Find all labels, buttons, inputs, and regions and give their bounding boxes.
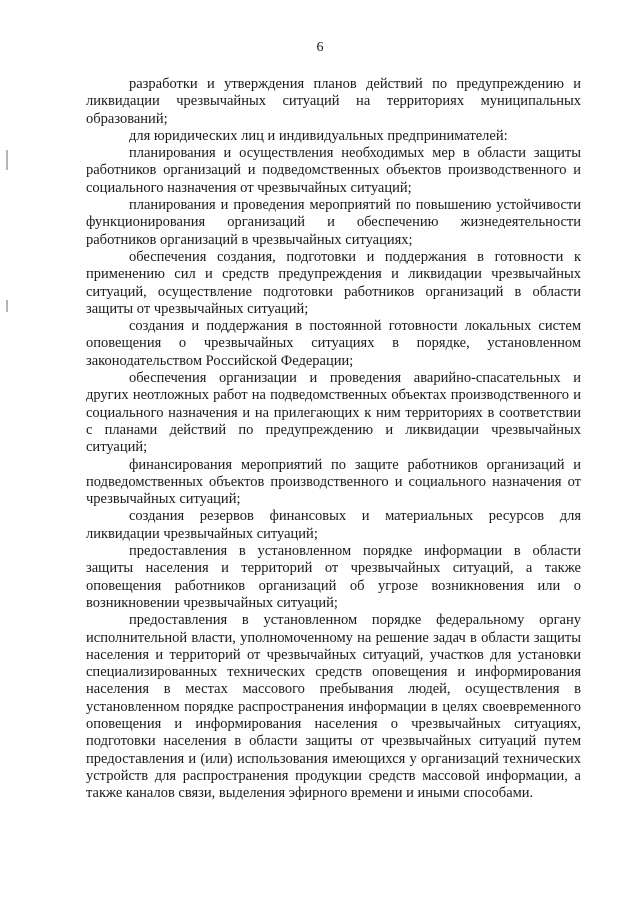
paragraph: предоставления в установленном порядке федеральному органу исполнительной власти, уполномоченному на решение задач в области защиты населения и территорий от чрезвычайных ситуаций, участков для установки специализированных технических средств оповещения и информирования населения в местах массового пребывания людей, осуществления в установленном порядке распространения информации в целях своевременного оповещения и информирования населения о чрезвычайных ситуациях, подготовки населения в области защиты от чрезвычайных ситуаций путем предоставления и (или) использования имеющихся у организаций технических устройств для распространения продукции средств массовой информации, а также каналов связи, выделения эфирного времени и иными способами. [86,612,581,802]
paragraph: для юридических лиц и индивидуальных предпринимателей: [129,127,508,144]
paragraph: планирования и осуществления необходимых мер в области защиты работников организаций и подведомственных объектов производственного и социального назначения от чрезвычайных ситуаций; [86,145,581,196]
paragraph: создания резервов финансовых и материальных ресурсов для ликвидации чрезвычайных ситуаций; [86,508,581,542]
scan-margin-mark-bottom [6,300,8,312]
paragraph: предоставления в установленном порядке информации в области защиты населения и территорий от чрезвычайных ситуаций, а также оповещения работников организаций об угрозе возникновения или о возникновении чрезвычайных ситуаций; [86,543,581,611]
scan-margin-mark-top [6,150,8,170]
paragraph: финансирования мероприятий по защите работников организаций и подведомственных объектов производственного и социального назначения от чрезвычайных ситуаций; [86,456,581,508]
paragraph: создания и поддержания в постоянной готовности локальных систем оповещения о чрезвычайных ситуациях в порядке, установленном законодательством Российской Федерации; [86,318,581,369]
paragraph: обеспечения организации и проведения аварийно-спасательных и других неотложных работ на подведомственных объектах производственного и социального назначения и на прилегающих к ним территориях в соответствии с планами действий по предупреждению и ликвидации чрезвычайных ситуаций; [86,370,581,456]
paragraph: разработки и утверждения планов действий по предупреждению и ликвидации чрезвычайных ситуаций на территориях муниципальных образований; [86,76,581,127]
paragraph: обеспечения создания, подготовки и поддержания в готовности к применению сил и средств предупреждения и ликвидации чрезвычайных ситуаций, осуществление подготовки работников организаций в области защиты от чрезвычайных ситуаций; [86,248,581,317]
paragraph: планирования и проведения мероприятий по повышению устойчивости функционирования организаций и обеспечению жизнедеятельности работников организаций в чрезвычайных ситуациях; [86,197,581,248]
page-number: 6 [316,40,324,55]
document-body [86,76,581,802]
